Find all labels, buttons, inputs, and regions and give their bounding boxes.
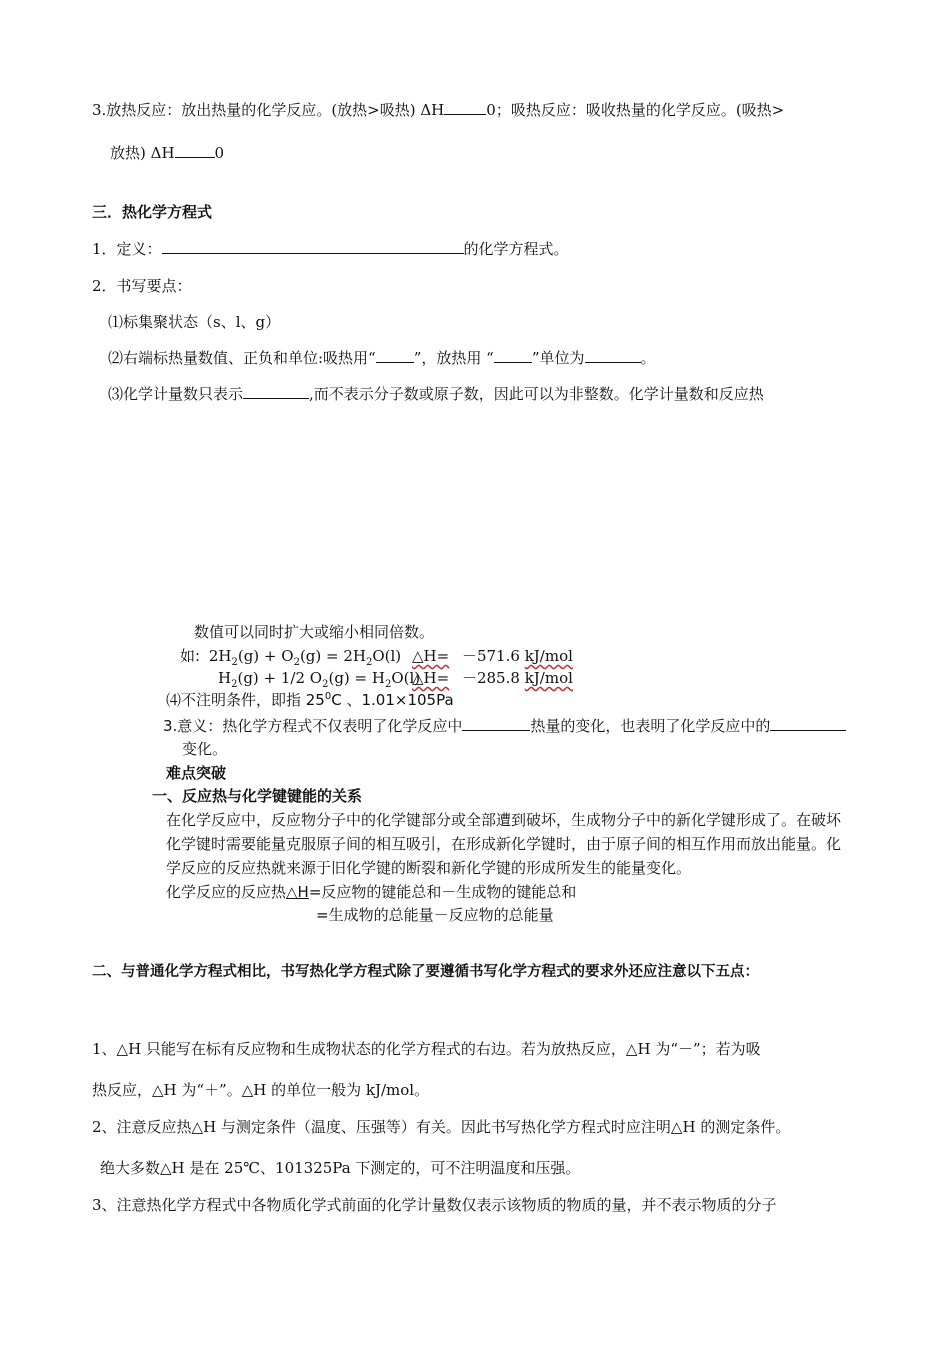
item3-line1 [92,100,784,120]
writing-points-heading: 2．书写要点： [92,277,192,295]
delta-h-unit: kJ/mol [524,647,573,665]
equation-1: 如: $2H_2(g) + O_2(g) = 2H_2O(l)$ [180,647,402,668]
bond-para-2: 化学键时需要能量克服原子间的相互吸引，在形成新化学键时，由于原子间的相互作用而放出能量。化 [166,835,842,853]
note-1b: 热反应，△H 为“＋”。△H 的单位一般为 kJ/mol。 [92,1081,430,1099]
point-2-text-d: 。 [640,349,656,367]
note-3a: 3、注意热化学方程式中各物质化学式前面的化学计量数仅表示该物质的物质的量，并不表示物质的分子 [92,1196,777,1214]
blank-meaning-2 [770,716,846,731]
meaning-line [163,716,846,736]
delta-h-label: △H= [412,647,450,665]
definition-line [92,239,569,259]
item3-text-a: 3.放热反应：放出热量的化学反应。(放热>吸热) ΔH [92,101,445,119]
definition-label: 1．定义： [92,240,162,258]
section3-heading: 三．热化学方程式 [92,203,213,221]
difficulty-heading: 难点突破 [166,764,227,782]
point-3 [108,384,764,404]
delta-h-unit: kJ/mol [524,669,573,687]
formula-line-1: 化学反应的反应热△H=反应物的键能总和－生成物的键能总和 [166,883,577,901]
point-2 [108,348,656,368]
section2-heading: 二、与普通化学方程式相比，书写热化学方程式除了要遵循书写化学方程式的要求外还应注意以下五点： [92,964,759,980]
note-2b: 绝大多数△H 是在 25℃、101325Pa 下测定的，可不注明温度和压强。 [100,1159,581,1177]
equation-label: 如: [180,647,201,665]
definition-suffix: 的化学方程式。 [463,240,569,258]
formula-line-2: =生成物的总能量－反应物的总能量 [316,906,554,924]
item3-text-d: 0 [214,144,225,162]
point-1: ⑴标集聚状态（s、l、g） [108,313,281,331]
meaning-line-2: 变化。 [182,740,228,758]
meaning-text-b: 热量的变化，也表明了化学反应中的 [530,717,771,735]
meaning-text-a: 3.意义：热化学方程式不仅表明了化学反应中 [163,717,463,735]
item3-text-b: 0；吸热反应：吸收热量的化学反应。(吸热> [486,101,785,119]
blank-endothermic-sign [376,348,414,363]
blank-stoich [243,384,309,399]
delta-h-value: －571.6 [461,647,520,665]
delta-h-label: △H= [412,669,450,687]
item3-text-c: 放热) ΔH [110,144,175,162]
point-3-text-a: ⑶化学计量数只表示 [108,385,244,403]
equation-2: $H_2(g) + 1/2$ $O_2(g) = H_2O(l)$ [218,669,421,690]
note-2a: 2、注意反应热△H 与测定条件（温度、压强等）有关。因此书写热化学方程式时应注明△H 的测定条件。 [92,1118,791,1136]
blank-unit [585,348,641,363]
scan-line-1: 数值可以同时扩大或缩小相同倍数。 [194,623,435,641]
subheading-bond-energy: 一、反应热与化学键键能的关系 [152,787,363,805]
point-2-text-c: ”单位为 [531,349,585,367]
point-2-text-b: ”，放热用 “ [413,349,494,367]
blank-meaning-1 [462,716,530,731]
blank-delta-h-endo [175,143,215,158]
blank-exothermic-sign [494,348,532,363]
bond-para-3: 学反应的反应热就来源于旧化学键的断裂和新化学键的形成所发生的能量变化。 [166,859,692,877]
point-3-text-b: ,而不表示分子数或原子数，因此可以为非整数。化学计量数和反应热 [309,385,764,403]
delta-h-value: －285.8 [461,669,520,687]
equation-1-enthalpy [412,646,573,666]
blank-definition [162,239,464,254]
blank-delta-h-exo [444,100,486,115]
point-4: ⑷不注明条件，即指 $25^0C$ 、1.01×105Pa [166,691,454,709]
bond-para-1: 在化学反应中，反应物分子中的化学键部分或全部遭到破坏，生成物分子中的新化学键形成了。在破坏 [166,811,842,829]
note-1a: 1、△H 只能写在标有反应物和生成物状态的化学方程式的右边。若为放热反应，△H 为“－”；若为吸 [92,1040,761,1058]
point-2-text-a: ⑵右端标热量数值、正负和单位:吸热用“ [108,349,376,367]
equation-2-enthalpy [412,668,573,688]
item3-line2 [110,143,224,163]
